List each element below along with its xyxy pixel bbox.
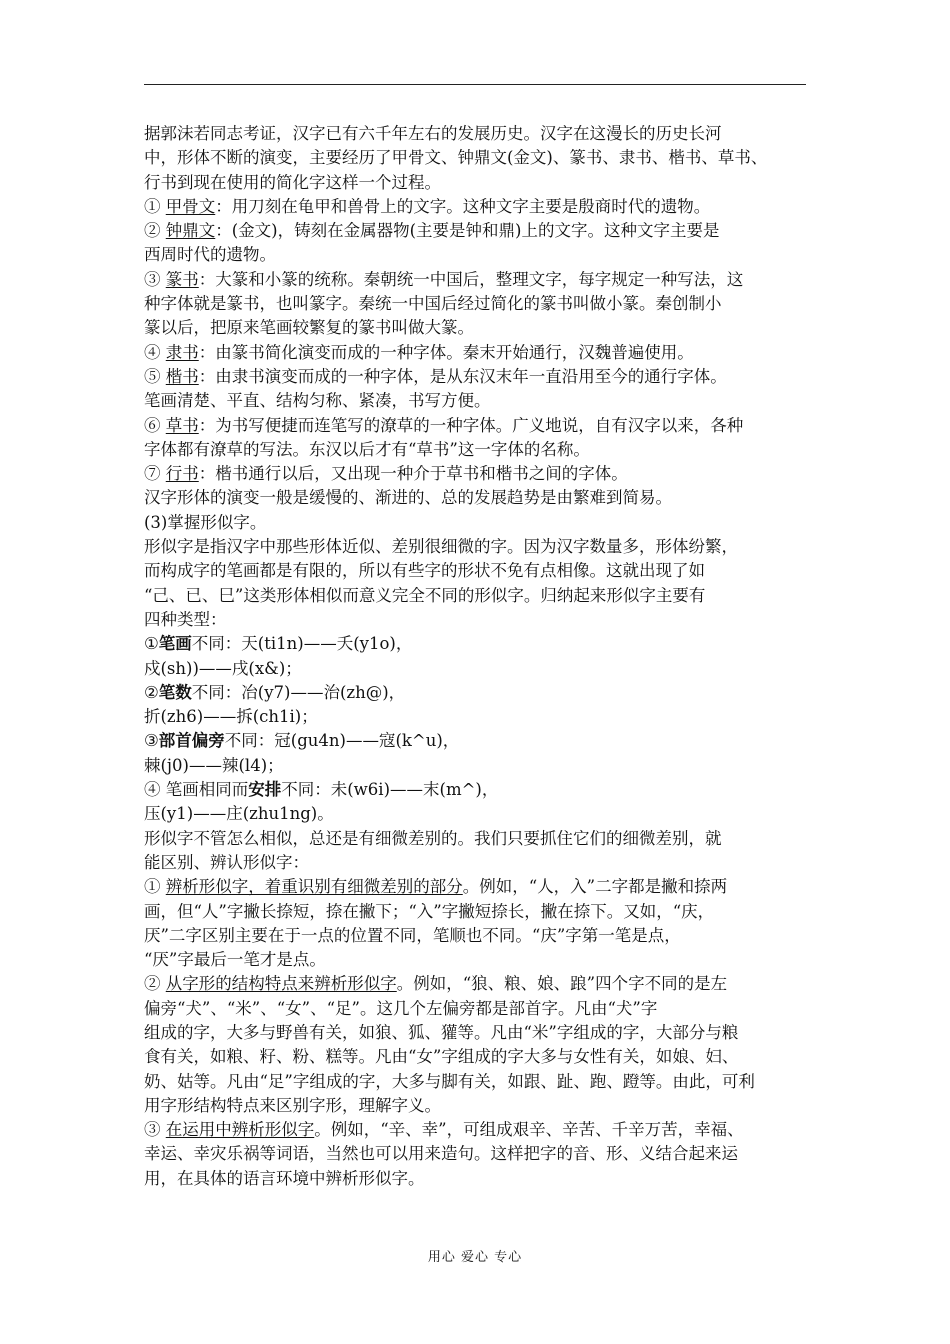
list-marker: ② — [144, 974, 166, 994]
text-run: 不同：天(ti1n)——夭(y1o)， — [191, 634, 413, 654]
text-run: 不同：冶(y7)——治(zh@)， — [191, 682, 406, 702]
text-line — [144, 195, 824, 219]
text-run: 字体都有潦草的写法。东汉以后才有“草书”这一字体的名称。 — [144, 439, 590, 459]
text-line — [144, 1167, 824, 1191]
text-run: 。例如，“人，入”二字都是撇和捺两 — [462, 877, 728, 897]
text-line — [144, 243, 824, 267]
text-line — [144, 462, 824, 486]
text-line — [144, 316, 824, 340]
list-marker: ① — [144, 877, 166, 897]
text-run: 种字体就是篆书，也叫篆字。秦统一中国后经过简化的篆书叫做小篆。秦创制小 — [144, 294, 722, 314]
text-run: 四种类型： — [144, 609, 227, 629]
text-line — [144, 438, 824, 462]
header-rule — [144, 84, 806, 85]
list-marker: ② — [144, 682, 159, 702]
list-marker: ③ — [144, 269, 166, 289]
text-run: ：(金文)，铸刻在金属器物(主要是钟和鼎)上的文字。这种文字主要是 — [215, 221, 720, 241]
text-line — [144, 268, 824, 292]
text-line — [144, 389, 824, 413]
text-run: 西周时代的遗物。 — [144, 245, 276, 265]
term-lishu: 隶书 — [165, 342, 199, 362]
text-line — [144, 1094, 824, 1118]
document-body — [144, 122, 824, 1191]
text-line — [144, 900, 824, 924]
text-line — [144, 584, 824, 608]
keyword-bihua: 笔画 — [158, 634, 192, 654]
keyword-anpai: 安排 — [248, 780, 282, 800]
keyword-bushou-pianpang: 部首偏旁 — [158, 731, 225, 751]
text-line — [144, 754, 824, 778]
method-heading-1: 辨析形似字，着重识别有细微差别的部分 — [165, 877, 463, 897]
text-run: 棘(j0)——辣(l4)； — [144, 755, 284, 775]
text-run: ：楷书通行以后，又出现一种介于草书和楷书之间的字体。 — [198, 464, 628, 484]
text-run: ：用刀刻在龟甲和兽骨上的文字。这种文字主要是殷商时代的遗物。 — [215, 196, 711, 216]
text-run: 笔画清楚、平直、结构匀称、紧凑，书写方便。 — [144, 391, 491, 411]
term-zhongdingwen: 钟鼎文 — [165, 221, 216, 241]
text-line — [144, 657, 824, 681]
term-xingshu: 行书 — [165, 464, 199, 484]
text-run: 能区别、辨认形似字： — [144, 852, 309, 872]
text-run: 幸运、幸灾乐祸等词语，当然也可以用来造句。这样把字的音、形、义结合起来运 — [144, 1144, 738, 1164]
text-run: 篆以后，把原来笔画较繁复的篆书叫做大篆。 — [144, 318, 474, 338]
text-line — [144, 997, 824, 1021]
text-line — [144, 486, 824, 510]
text-run: “厌”字最后一笔才是点。 — [144, 950, 326, 970]
text-line — [144, 171, 824, 195]
text-line — [144, 924, 824, 948]
text-run: 画，但“人”字撇长捺短，捺在撇下；“入”字撇短捺长，撇在捺下。又如，“庆， — [144, 901, 715, 921]
text-line — [144, 827, 824, 851]
section-heading: (3)掌握形似字。 — [144, 512, 267, 532]
text-run: 压(y1)——庄(zhu1ng)。 — [144, 804, 334, 824]
list-marker: ⑤ — [144, 366, 166, 386]
text-line — [144, 414, 824, 438]
list-marker: ⑥ — [144, 415, 166, 435]
term-caoshu: 草书 — [165, 415, 199, 435]
list-marker: ④ — [144, 342, 166, 362]
text-line — [144, 705, 824, 729]
method-heading-2: 从字形的结构特点来辨析形似字 — [165, 974, 397, 994]
text-line — [144, 778, 824, 802]
list-marker: ① — [144, 196, 166, 216]
text-run: 不同：未(w6i)——末(m^)， — [281, 780, 499, 800]
text-run: 。例如，“狼、粮、娘、踉”四个字不同的是左 — [396, 974, 728, 994]
text-run: 行书到现在使用的简化字这样一个过程。 — [144, 172, 441, 192]
text-line — [144, 972, 824, 996]
list-marker: ② — [144, 221, 166, 241]
method-heading-3: 在运用中辨析形似字 — [165, 1120, 315, 1140]
list-marker: ③ — [144, 731, 159, 751]
text-line — [144, 1142, 824, 1166]
term-zhuanshu: 篆书 — [165, 269, 199, 289]
text-line — [144, 802, 824, 826]
text-line — [144, 851, 824, 875]
term-kaishu: 楷书 — [165, 366, 199, 386]
text-run: 中，形体不断的演变，主要经历了甲骨文、钟鼎文(金文)、篆书、隶书、楷书、草书、 — [144, 148, 768, 168]
text-run: 形似字是指汉字中那些形体近似、差别很细微的字。因为汉字数量多，形体纷繁， — [144, 537, 738, 557]
text-line — [144, 511, 824, 535]
text-run: 厌”二字区别主要在于一点的位置不同，笔顺也不同。“庆”字第一笔是点， — [144, 925, 681, 945]
list-marker: ③ — [144, 1120, 166, 1140]
text-run: ：由隶书演变而成的一种字体，是从东汉末年一直沿用至今的通行字体。 — [198, 366, 727, 386]
text-line — [144, 1021, 824, 1045]
text-run: “己、已、巳”这类形体相似而意义完全不同的形似字。归纳起来形似字主要有 — [144, 585, 706, 605]
keyword-bishu: 笔数 — [158, 682, 192, 702]
text-run: 戍(sh))——戌(x&)； — [144, 658, 302, 678]
text-run: 用，在具体的语言环境中辨析形似字。 — [144, 1168, 425, 1188]
text-line — [144, 535, 824, 559]
text-line — [144, 632, 824, 656]
text-line — [144, 341, 824, 365]
text-run: ：由篆书简化演变而成的一种字体。秦末开始通行，汉魏普遍使用。 — [198, 342, 694, 362]
text-line — [144, 292, 824, 316]
text-line — [144, 1045, 824, 1069]
text-run: 食有关，如粮、籽、粉、糕等。凡由“女”字组成的字大多与女性有关，如娘、妇、 — [144, 1047, 739, 1067]
text-line — [144, 948, 824, 972]
text-run: 折(zh6)——拆(ch1i)； — [144, 707, 318, 727]
term-jiaguwen: 甲骨文 — [165, 196, 216, 216]
text-run: 组成的字，大多与野兽有关，如狼、狐、獾等。凡由“米”字组成的字，大部分与粮 — [144, 1022, 739, 1042]
text-run: ：为书写便捷而连笔写的潦草的一种字体。广义地说，自有汉字以来，各种 — [198, 415, 744, 435]
list-marker: ① — [144, 634, 159, 654]
text-line — [144, 875, 824, 899]
text-line — [144, 365, 824, 389]
text-line — [144, 1070, 824, 1094]
text-run: 偏旁“犬”、“米”、“女”、“足”。这几个左偏旁都是部首字。凡由“犬”字 — [144, 998, 658, 1018]
page-footer: 用心 爱心 专心 — [427, 1250, 523, 1265]
text-line — [144, 729, 824, 753]
list-marker: ⑦ — [144, 464, 166, 484]
text-line — [144, 219, 824, 243]
text-run: ：大篆和小篆的统称。秦朝统一中国后，整理文字，每字规定一种写法，这 — [198, 269, 744, 289]
text-line — [144, 559, 824, 583]
text-run: 用字形结构特点来区别字形，理解字义。 — [144, 1095, 441, 1115]
text-line — [144, 146, 824, 170]
text-run: 据郭沫若同志考证，汉字已有六千年左右的发展历史。汉字在这漫长的历史长河 — [144, 124, 722, 143]
text-run: 奶、姑等。凡由“足”字组成的字，大多与脚有关，如跟、趾、跑、蹬等。由此，可利 — [144, 1071, 755, 1091]
text-line — [144, 122, 824, 146]
text-line — [144, 1118, 824, 1142]
text-line — [144, 608, 824, 632]
list-marker: ④ 笔画相同而 — [144, 780, 249, 800]
text-run: 汉字形体的演变一般是缓慢的、渐进的、总的发展趋势是由繁难到简易。 — [144, 488, 672, 508]
text-run: 形似字不管怎么相似，总还是有细微差别的。我们只要抓住它们的细微差别，就 — [144, 828, 722, 848]
text-line — [144, 681, 824, 705]
text-run: 而构成字的笔画都是有限的，所以有些字的形状不免有点相像。这就出现了如 — [144, 561, 705, 581]
text-run: 不同：冠(gu4n)——寇(k^u)， — [224, 731, 460, 751]
text-run: 。例如，“辛、幸”，可组成艰辛、辛苦、千辛万苦，幸福、 — [314, 1120, 744, 1140]
